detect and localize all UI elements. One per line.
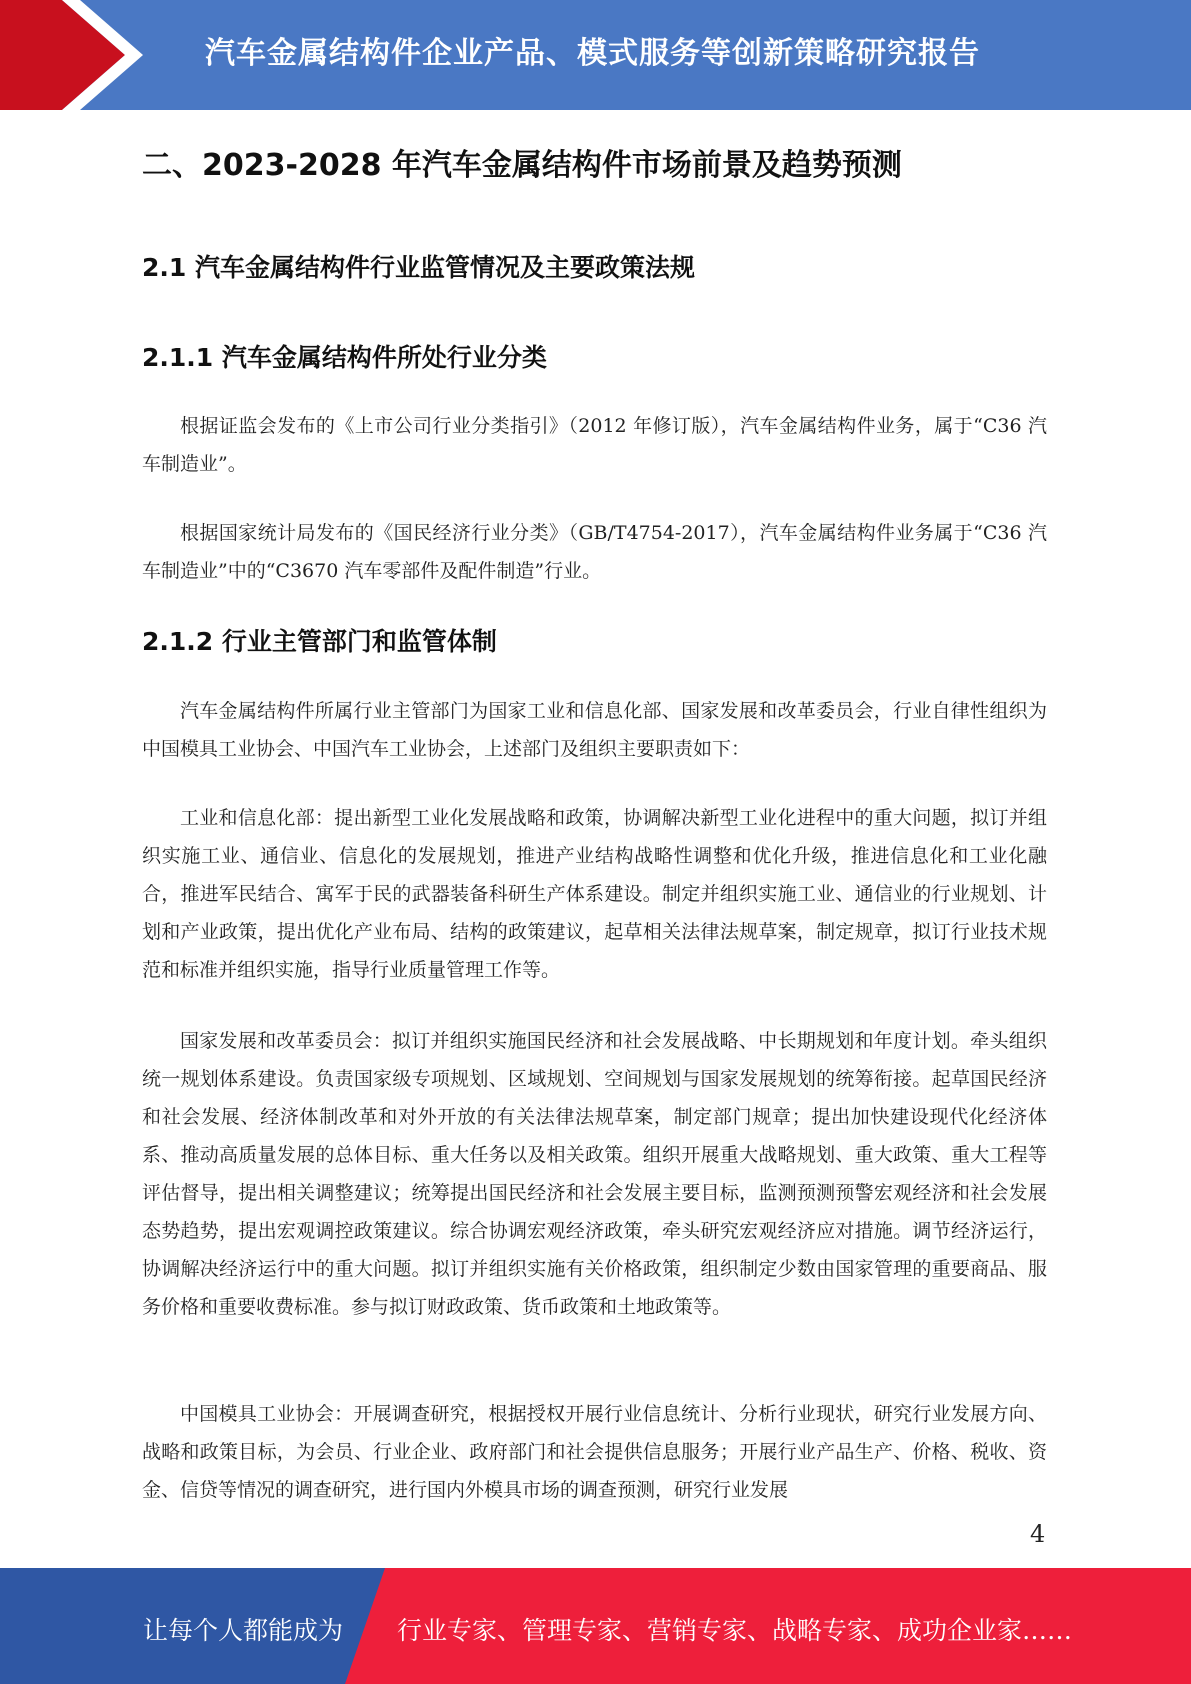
sub-sub-heading-regulation: 2.1.2 行业主管部门和监管体制 bbox=[142, 627, 497, 656]
footer-slogan-left: 让每个人都能成为 bbox=[143, 1616, 344, 1645]
paragraph: 根据国家统计局发布的《国民经济行业分类》（GB/T4754-2017），汽车金属结构件业务属于“C36 汽车制造业”中的“C3670 汽车零部件及配件制造”行业。 bbox=[142, 522, 1047, 582]
footer-slogan-right: 行业专家、管理专家、营销专家、战略专家、成功企业家…… bbox=[397, 1616, 1073, 1645]
paragraph: 工业和信息化部：提出新型工业化发展战略和政策，协调解决新型工业化进程中的重大问题，拟订并组织实施工业、通信业、信息化的发展规划，推进产业结构战略性调整和优化升级，推进信息化和工业化融合，推进军民结合、寓军于民的武器装备科研生产体系建设。制定并组织实施工业、通信业的行业规划、计划和产业政策，提出优化产业布局、结构的政策建议，起草相关法律法规草案，制定规章，拟订行业技术规范和标准并组织实施，指导行业质量管理工作等。 bbox=[142, 807, 1047, 981]
header-banner bbox=[0, 0, 1191, 110]
page-number: 4 bbox=[1030, 1520, 1046, 1548]
paragraph: 根据证监会发布的《上市公司行业分类指引》（2012 年修订版），汽车金属结构件业务，属于“C36 汽车制造业”。 bbox=[142, 415, 1047, 475]
paragraph: 汽车金属结构件所属行业主管部门为国家工业和信息化部、国家发展和改革委员会，行业自律性组织为中国模具工业协会、中国汽车工业协会，上述部门及组织主要职责如下： bbox=[142, 700, 1047, 760]
report-title: 汽车金属结构件企业产品、模式服务等创新策略研究报告 bbox=[205, 36, 980, 71]
paragraph: 国家发展和改革委员会：拟订并组织实施国民经济和社会发展战略、中长期规划和年度计划。牵头组织统一规划体系建设。负责国家级专项规划、区域规划、空间规划与国家发展规划的统筹衔接。起草国民经济和社会发展、经济体制改革和对外开放的有关法律法规草案，制定部门规章；提出加快建设现代化经济体系、推动高质量发展的总体目标、重大任务以及相关政策。组织开展重大战略规划、重大政策、重大工程等评估督导，提出相关调整建议；统筹提出国民经济和社会发展主要目标，监测预测预警宏观经济和社会发展态势趋势，提出宏观调控政策建议。综合协调宏观经济政策，牵头研究宏观经济应对措施。调节经济运行，协调解决经济运行中的重大问题。拟订并组织实施有关价格政策，组织制定少数由国家管理的重要商品、服务价格和重要收费标准。参与拟订财政政策、货币政策和土地政策等。 bbox=[142, 1030, 1047, 1318]
sub-heading: 2.1 汽车金属结构件行业监管情况及主要政策法规 bbox=[142, 253, 695, 282]
paragraph: 中国模具工业协会：开展调查研究，根据授权开展行业信息统计、分析行业现状，研究行业发展方向、战略和政策目标，为会员、行业企业、政府部门和社会提供信息服务；开展行业产品生产、价格、税收、资金、信贷等情况的调查研究，进行国内外模具市场的调查预测，研究行业发展 bbox=[142, 1403, 1047, 1501]
sub-sub-heading-classification: 2.1.1 汽车金属结构件所处行业分类 bbox=[142, 343, 547, 372]
chevron-arrow-icon bbox=[0, 0, 160, 110]
section-heading: 二、2023-2028 年汽车金属结构件市场前景及趋势预测 bbox=[142, 148, 902, 183]
